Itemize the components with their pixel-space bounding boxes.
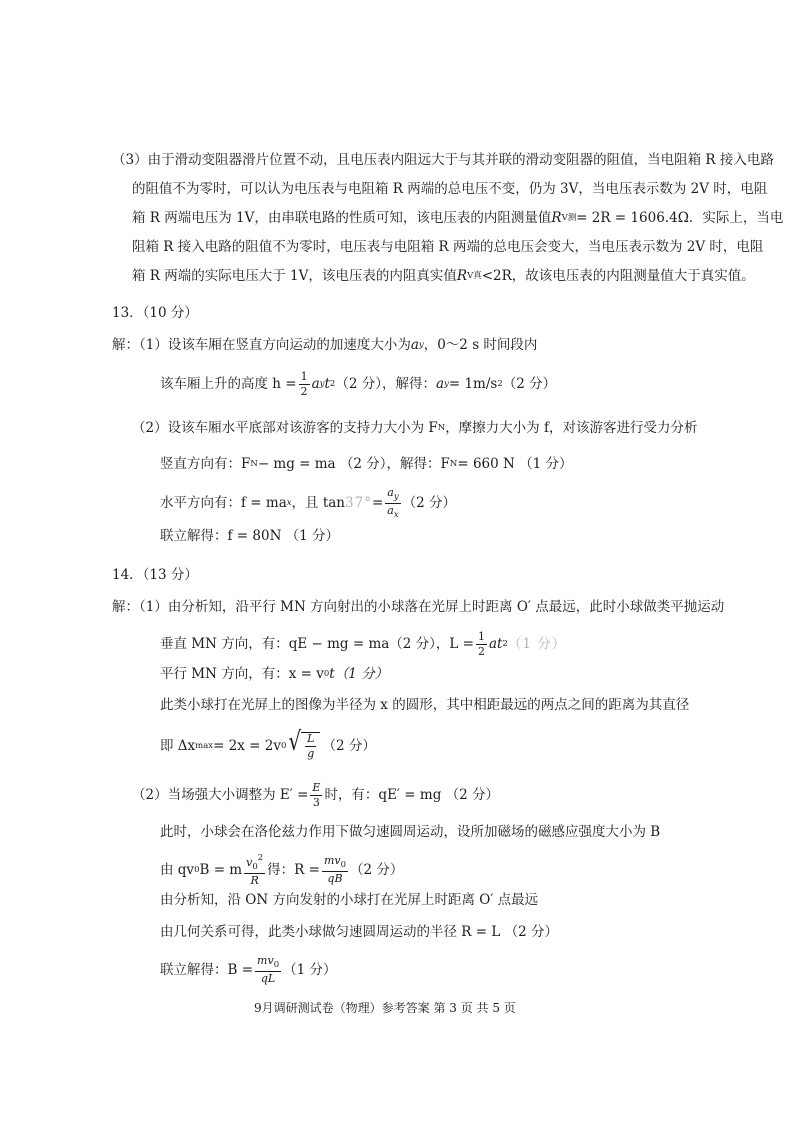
q13-line-5: 水平方向有：f = ma x ，且 tan 37° = $\frac{a_y}{a_x}$ （2 分） xyxy=(160,485,457,520)
q14-line-4: 此类小球打在光屏上的图像为半径为 x 的圆形，其中相距最远的两点之间的距离为其直径 xyxy=(160,697,690,713)
q14-line-3: 平行 MN 方向，有：x = v 0 t（1 分） xyxy=(160,666,389,682)
q14-line-5: 即 Δx max = 2x = 2v 0 √ $\frac{L}{g}$ （2 分） xyxy=(160,725,376,760)
q14-line-9: 由分析知，沿 ON 方向发射的小球打在光屏上时距离 O′ 点最远 xyxy=(160,892,539,908)
fraction-one-half: $\frac{1}{2}$ xyxy=(300,369,308,398)
q14-line-7: 此时，小球会在洛伦兹力作用下做匀速圆周运动，设所加磁场的磁感应强度大小为 B xyxy=(160,824,661,840)
sqrt-L-over-g: √ $\frac{L}{g}$ xyxy=(288,732,320,759)
q13-line-1: 解：（1）设该车厢在竖直方向运动的加速度大小为 a y ，0～2 s 时间段内 xyxy=(112,337,538,353)
q14-line-2: 垂直 MN 方向，有：qE − mg = ma（2 分），L = $\frac{1}{2}$ at 2 （1 分） xyxy=(160,629,567,658)
fraction-v0sq-over-R: $\frac{v_0^2}{R}$ xyxy=(246,852,264,887)
q13-line-6: 联立解得：f = 80N （1 分） xyxy=(160,528,340,544)
q13-line-4: 竖直方向有：F N − mg = ma （2 分），解得：F N = 660 N （1 分） xyxy=(160,456,573,472)
part3-line-5: 箱 R 两端的实际电压大于 1V，该电压表的内阻真实值 R V真 <2R，故该电压表的内阻测量值大于真实值。 xyxy=(132,268,755,284)
part3-line-2: 的阻值不为零时，可以认为电压表与电阻箱 R 两端的总电压不变，仍为 3V，当电压表示数为 2V 时，电阻 xyxy=(132,181,768,197)
q14-line-11: 联立解得：B = $\frac{mv_0}{qL}$ （1 分） xyxy=(160,954,337,986)
fraction-mv0-over-qB: $\frac{mv_0}{qB}$ xyxy=(323,854,347,886)
fraction-mv0-over-qL: $\frac{mv_0}{qL}$ xyxy=(257,954,280,986)
q13-heading: 13．（10 分） xyxy=(112,305,198,321)
fraction-ay-over-ax: $\frac{a_y}{a_x}$ xyxy=(387,485,399,520)
q14-line-1: 解：（1）由分析知，沿平行 MN 方向射出的小球落在光屏上时距离 O′ 点最远，此时小球做类平抛运动 xyxy=(112,599,725,615)
page-footer: 9月调研测试卷（物理）参考答案 第 3 页 共 5 页 xyxy=(254,1001,516,1015)
q14-line-6: （2）当场强大小调整为 E′ = $\frac{E}{3}$ 时，有：qE′ = mg （2 分） xyxy=(132,780,500,809)
q14-heading: 14．（13 分） xyxy=(112,567,198,583)
q14-line-10: 由几何关系可得，此类小球做匀速圆周运动的半径 R = L （2 分） xyxy=(160,924,558,940)
q13-line-3: （2）设该车厢水平底部对该游客的支持力大小为 F N ，摩擦力大小为 f，对该游客进行受力分析 xyxy=(132,420,698,436)
fraction-E-over-3: $\frac{E}{3}$ xyxy=(312,780,321,809)
fraction-one-half: $\frac{1}{2}$ xyxy=(478,629,485,658)
q13-line-2: 该车厢上升的高度 h = $\frac{1}{2}$ a y t 2 （2 分），解得： a y = 1m/s 2 （2 分） xyxy=(160,369,557,398)
q14-line-8: 由 qv 0 B = m $\frac{v_0^2}{R}$ 得：R = $\frac{mv_0}{qB}$ （2 分） xyxy=(160,852,404,887)
part3-line-1: （3）由于滑动变阻器滑片位置不动，且电压表内阻远大于与其并联的滑动变阻器的阻值，当电阻箱 R 接入电路 xyxy=(112,152,774,168)
part3-line-3: 箱 R 两端电压为 1V，由串联电路的性质可知，该电压表的内阻测量值 R V测 = 2R = 1606.4Ω．实际上，当电 xyxy=(132,210,784,226)
part3-line-4: 阻箱 R 接入电路的阻值不为零时，电压表与电阻箱 R 两端的总电压会变大，当电压表示数为 2V 时，电阻 xyxy=(132,239,764,255)
